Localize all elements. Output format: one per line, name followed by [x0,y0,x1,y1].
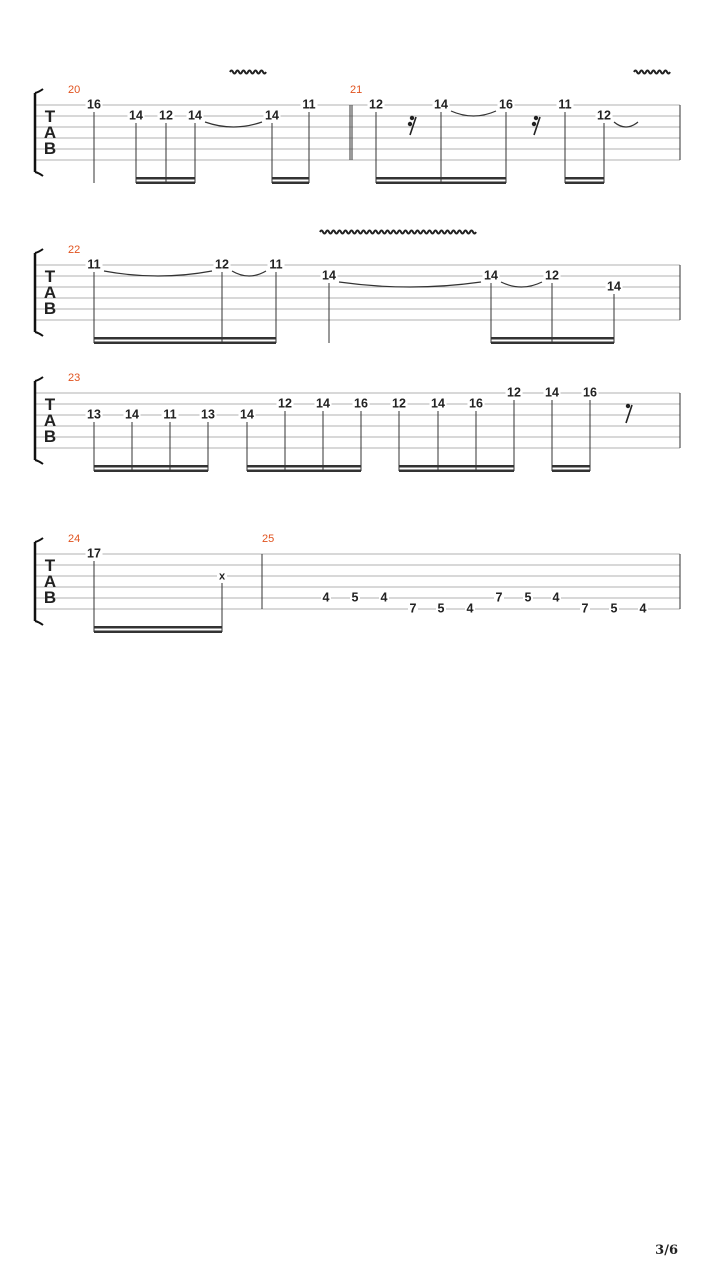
fret-number: 4 [322,590,330,605]
system-row [35,71,680,185]
sixteenth-rest [408,116,416,135]
bracket-top [35,377,43,381]
beam-primary [222,342,276,345]
tab-clef-letter: B [43,139,57,158]
fret-number: 14 [607,279,621,294]
fret-number: 14 [431,396,445,411]
tab-clef-letter: B [43,588,57,607]
beam-primary [94,470,208,473]
fret-number: 12 [215,257,229,272]
page-number: 3/6 [655,1243,678,1258]
beam-group [94,272,222,344]
fret-number: 11 [302,97,316,112]
fret-number: 14 [265,108,279,123]
dead-note: x [218,570,226,583]
fret-number: 16 [354,396,368,411]
beam-primary [491,342,614,345]
tab-clef-letter: B [43,427,57,446]
measure [68,244,623,294]
tie [205,122,262,127]
beam-primary [247,470,361,473]
fret-number: 11 [558,97,572,112]
tie [104,271,212,276]
beam-secondary [272,177,309,180]
bracket-top [35,249,43,253]
bracket-bottom [35,332,43,336]
beam-group [94,422,208,472]
bracket-bottom [35,621,43,625]
tab-clef-letter: T [44,267,56,286]
fret-number: 11 [163,407,177,422]
system-bracket [35,89,43,176]
beam-primary [552,470,590,473]
fret-number: 14 [434,97,448,112]
system-row [35,533,680,633]
beam-primary [399,470,514,473]
fret-number: 14 [129,108,143,123]
fret-number: 4 [466,601,474,616]
tab-clef-letter: A [43,123,57,142]
bracket-top [35,538,43,542]
rest-flag [532,122,536,126]
beam-group [94,561,222,633]
measure [350,84,613,123]
beam-secondary [491,337,614,340]
fret-number: 7 [409,601,417,616]
fret-number: 11 [269,257,283,272]
beam-primary [565,182,604,185]
tie [232,271,266,276]
system-row [35,231,680,345]
beam-group [491,283,614,344]
fret-number: 14 [545,385,559,400]
fret-number: 14 [240,407,254,422]
fret-number: 5 [351,590,359,605]
fret-number: 11 [87,257,101,272]
beam-secondary [136,177,195,180]
fret-number: 17 [87,546,101,561]
fret-number: 12 [392,396,406,411]
measure-number: 25 [262,533,275,545]
bracket-bottom [35,460,43,464]
beam-primary [94,631,222,634]
measure-number: 21 [350,84,363,96]
tab-clef-letter: A [43,411,57,430]
measure-number: 23 [68,372,81,384]
fret-number: 13 [201,407,215,422]
tab-clef-letter: T [44,395,56,414]
vibrato-mark [634,71,670,74]
fret-number: 16 [583,385,597,400]
beam-secondary [222,337,276,340]
tab-clef-letter: A [43,572,57,591]
vibrato-mark [230,71,266,74]
rest-flag [408,122,412,126]
beam-primary [441,182,506,185]
beam-secondary [94,626,222,629]
tie [339,282,481,287]
rest-flag [410,116,414,120]
fret-number: 12 [507,385,521,400]
measure [262,533,648,616]
tab-clef-letter: T [44,107,56,126]
beam-group [441,112,506,184]
beam-secondary [565,177,604,180]
beam-secondary [552,465,590,468]
tie [451,111,496,116]
fret-number: 5 [610,601,618,616]
rest-flag [626,404,630,408]
fret-number: 12 [278,396,292,411]
system-row [35,372,680,472]
beam-primary [136,182,195,185]
measure [68,84,318,123]
beam-group [247,411,361,472]
fret-number: 16 [87,97,101,112]
beam-secondary [247,465,361,468]
fret-number: 4 [380,590,388,605]
tab-clef-letter: T [44,556,56,575]
rest-flag [534,116,538,120]
fret-number: 14 [125,407,139,422]
fret-number: 4 [552,590,560,605]
fret-number: 14 [188,108,202,123]
fret-number: 14 [322,268,336,283]
tie [614,122,638,127]
beam-primary [272,182,309,185]
fret-number: 12 [369,97,383,112]
beam-secondary [94,337,222,340]
fret-number: 14 [484,268,498,283]
beam-secondary [376,177,441,180]
bracket-top [35,89,43,93]
measure [68,533,227,583]
beam-group [272,112,309,184]
beam-group [565,112,604,184]
vibrato-mark [320,231,476,234]
beam-primary [376,182,441,185]
measure-number: 20 [68,84,81,96]
fret-number: 5 [437,601,445,616]
fret-number: 12 [597,108,611,123]
beam-group [399,400,514,472]
beam-secondary [94,465,208,468]
tie [501,282,542,287]
beam-group [552,400,590,472]
system-bracket [35,538,43,625]
measure [68,372,599,422]
sixteenth-rest [532,116,540,135]
measure-number: 22 [68,244,81,256]
beam-primary [94,342,222,345]
eighth-rest [626,404,632,423]
fret-number: 7 [581,601,589,616]
beam-secondary [399,465,514,468]
system-bracket [35,249,43,336]
fret-number: 12 [159,108,173,123]
beam-group [222,272,276,344]
beam-group [136,123,195,184]
beam-secondary [441,177,506,180]
fret-number: 16 [469,396,483,411]
bracket-bottom [35,172,43,176]
fret-number: 16 [499,97,513,112]
fret-number: 14 [316,396,330,411]
fret-number: 5 [524,590,532,605]
fret-number: 12 [545,268,559,283]
fret-number: 13 [87,407,101,422]
measure-number: 24 [68,533,81,545]
fret-number: 7 [495,590,503,605]
tab-clef-letter: B [43,299,57,318]
tab-clef-letter: A [43,283,57,302]
fret-number: 4 [639,601,647,616]
system-bracket [35,377,43,464]
